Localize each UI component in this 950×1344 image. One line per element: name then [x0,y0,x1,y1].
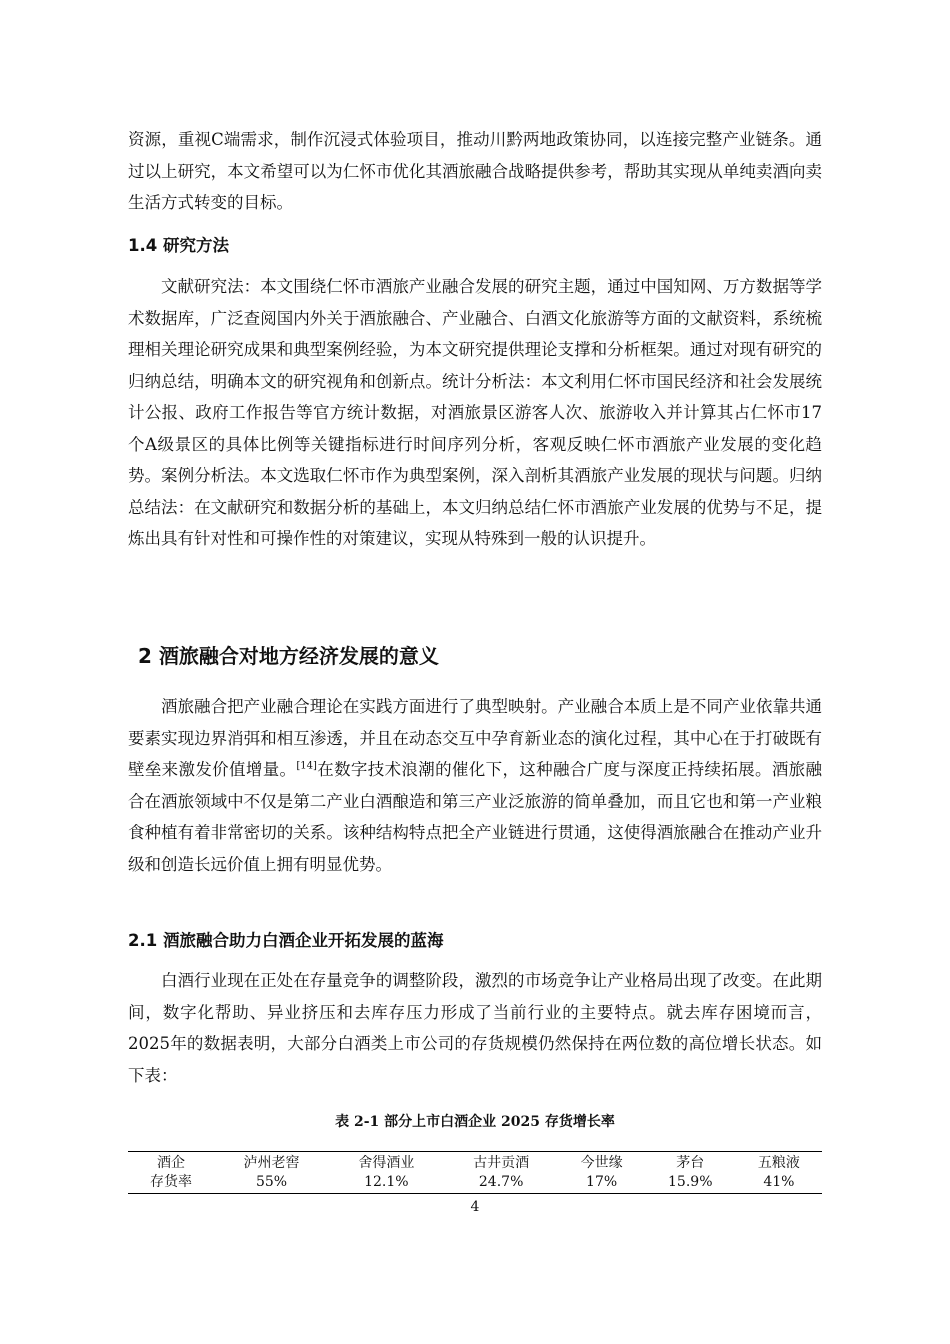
heading-2-significance: 2 酒旅融合对地方经济发展的意义 [138,644,439,668]
table-header-cell: 茅台 [645,1152,736,1174]
table-cell: 24.7% [444,1173,559,1194]
table-header-cell: 古井贡酒 [444,1152,559,1174]
paragraph-significance-part2: 在数字技术浪潮的催化下，这种融合广度与深度正持续拓展。酒旅融合在酒旅领域中不仅是第二产业白酒酿造和第三产业泛旅游的简单叠加，而且它也和第一产业粮食种植有着非常密切的关系。该种结构特点把全产业链进行贯通，这使得酒旅融合在推动产业升级和创造长远价值上拥有明显优势。 [128,760,823,874]
paragraph-research-methods: 文献研究法：本文围绕仁怀市酒旅产业融合发展的研究主题，通过中国知网、万方数据等学术数据库，广泛查阅国内外关于酒旅融合、产业融合、白酒文化旅游等方面的文献资料，系统梳理相关理论研究成果和典型案例经验，为本文研究提供理论支撑和分析框架。通过对现有研究的归纳总结，明确本文的研究视角和创新点。统计分析法：本文利用仁怀市国民经济和社会发展统计公报、政府工作报告等官方统计数据，对酒旅景区游客人次、旅游收入并计算其占仁怀市17个A级景区的具体比例等关键指标进行时间序列分析，客观反映仁怀市酒旅产业发展的变化趋势。案例分析法。本文选取仁怀市作为典型案例，深入剖析其酒旅产业发展的现状与问题。归纳总结法：在文献研究和数据分析的基础上，本文归纳总结仁怀市酒旅产业发展的优势与不足，提炼出具有针对性和可操作性的对策建议，实现从特殊到一般的认识提升。 [128,277,822,548]
heading-1-4-research-methods: 1.4 研究方法 [128,236,229,255]
table-header-cell: 酒企 [128,1152,214,1174]
table-cell: 存货率 [128,1173,214,1194]
table-header-row [128,1152,822,1174]
table-caption: 表 2-1 部分上市白酒企业 2025 存货增长率 [335,1114,615,1130]
page-number: 4 [470,1199,480,1215]
citation-14[interactable]: [14] [296,760,317,772]
paragraph-baijiu-inventory: 白酒行业现在正处在存量竞争的调整阶段，激烈的市场竞争让产业格局出现了改变。在此期间，数字化帮助、异业挤压和去库存压力形成了当前行业的主要特点。就去库存困境而言，2025年的数据表明，大部分白酒类上市公司的存货规模仍然保持在两位数的高位增长状态。如下表： [128,971,822,1085]
table-cell: 17% [559,1173,645,1194]
table-header-cell: 今世缘 [559,1152,645,1174]
table-cell: 55% [214,1173,329,1194]
paragraph-significance-part1: 酒旅融合把产业融合理论在实践方面进行了典型映射。产业融合本质上是不同产业依靠共通要素实现边界消弭和相互渗透，并且在动态交互中孕育新业态的演化过程，其中心在于打破既有壁垒来激发价值增量。 [128,697,822,779]
table-header-cell: 泸州老窖 [214,1152,329,1174]
table-cell: 41% [736,1173,822,1194]
table-cell: 15.9% [645,1173,736,1194]
table-cell: 12.1% [329,1173,444,1194]
table-row [128,1173,822,1194]
heading-2-1-blue-ocean: 2.1 酒旅融合助力白酒企业开拓发展的蓝海 [128,931,444,950]
table-header-cell: 五粮液 [736,1152,822,1174]
paragraph-intro-tail: 资源，重视C端需求，制作沉浸式体验项目，推动川黔两地政策协同，以连接完整产业链条。通过以上研究，本文希望可以为仁怀市优化其酒旅融合战略提供参考，帮助其实现从单纯卖酒向卖生活方式转变的目标。 [128,130,822,212]
inventory-growth-table [128,1151,822,1194]
paragraph-significance [128,691,822,880]
table-header-cell: 舍得酒业 [329,1152,444,1174]
